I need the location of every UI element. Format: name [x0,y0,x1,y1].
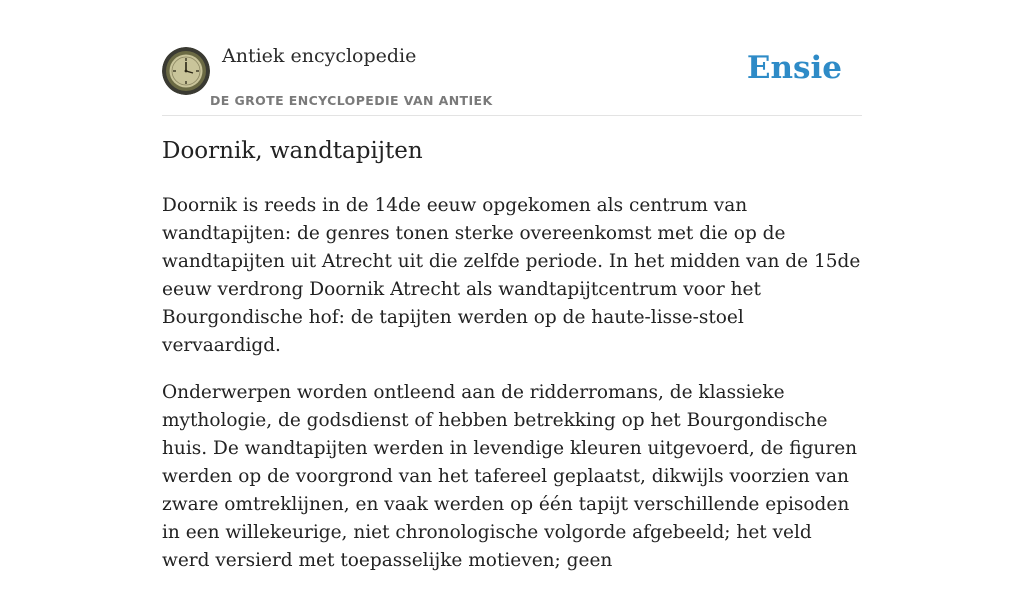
article-paragraph: Doornik is reeds in de 14de eeuw opgekomen als centrum van wandtapijten: de genres tonen sterke overeenkomst met die op de wandtapijten uit Atrecht uit die zelfde periode. In het midden van de 15de eeuw verdrong Doornik Atrecht als wandtapijtcentrum voor het Bourgondische hof: de tapijten werden op de haute-lisse-stoel vervaardigd. [162,195,861,356]
clock-icon[interactable] [162,47,210,95]
article-paragraph: Onderwerpen worden ontleend aan de ridderromans, de klassieke mythologie, de godsdienst of hebben betrekking op het Bourgondische huis. De wandtapijten werden in levendige kleuren uitgevoerd, de figuren werden op de voorgrond van het tafereel geplaatst, dikwijls voorzien van zware omtreklijnen, en vaak werden op één tapijt verschillende episoden in een willekeurige, niet chronologische volgorde afgebeeld; het veld werd versierd met toepasselijke motieven; geen [162,382,858,571]
article-body [162,192,862,594]
site-tagline: DE GROTE ENCYCLOPEDIE VAN ANTIEK [210,93,493,108]
article-title: Doornik, wandtapijten [162,138,423,164]
site-name[interactable]: Antiek encyclopedie [222,45,417,67]
header-divider [162,115,862,116]
brand-logo-link[interactable]: Ensie [746,50,842,86]
